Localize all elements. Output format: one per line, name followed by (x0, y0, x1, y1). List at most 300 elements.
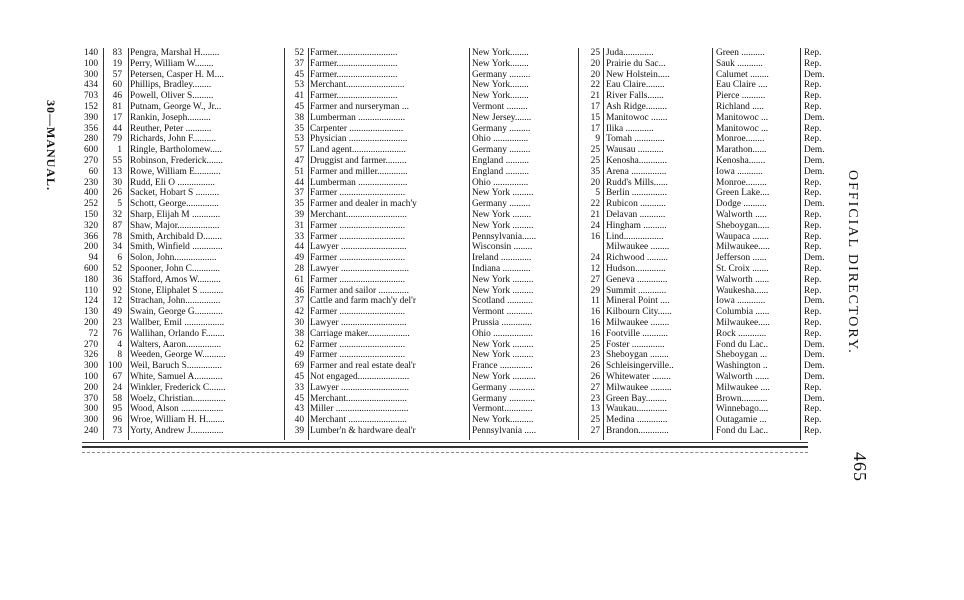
cell-age: 49 (294, 350, 304, 361)
cell-years: 23 (590, 393, 600, 404)
cell-occupation: Lawyer ............................ (310, 318, 407, 328)
cell-years: 27 (590, 426, 600, 436)
cell-years: 20 (590, 177, 600, 188)
cell-id: 36 (112, 274, 122, 285)
cell-county: Richland ..... (716, 102, 764, 112)
cell-age: 46 (294, 285, 304, 296)
cell-post-office: Juda............. (606, 48, 654, 58)
cell-name: Phillips, Bradley........ (130, 80, 212, 91)
cell-years: 26 (590, 372, 600, 382)
cell-politics: Dem. (804, 112, 825, 123)
cell-nativity: Germany ........... (472, 393, 536, 404)
cell-occupation: Farmer ............................ (310, 274, 406, 285)
cell-age: 35 (294, 123, 304, 134)
cell-name: Spooner, John C............ (130, 264, 220, 274)
cell-occupation: Miller ............................... (310, 404, 409, 415)
cell-value: 600 (83, 264, 98, 274)
cell-nativity: New Jersey....... (472, 112, 532, 123)
cell-nativity: Germany ........... (472, 382, 536, 393)
cell-occupation: Lumberman .................... (310, 112, 406, 123)
cell-id: 79 (112, 134, 122, 145)
cell-occupation: Land agent....................... (310, 145, 406, 156)
cell-age: 44 (294, 242, 304, 253)
cell-politics: Dem. (804, 350, 825, 361)
cell-occupation: Farmer ............................ (310, 188, 406, 199)
cell-age: 53 (294, 134, 304, 145)
cell-name: Shaw, Major.................. (130, 220, 220, 231)
cell-occupation: Carpenter ....................... (310, 123, 404, 134)
cell-value: 60 (88, 166, 98, 177)
cell-years: 25 (590, 145, 600, 156)
cell-nativity: New York ......... (472, 339, 534, 350)
cell-id: 87 (112, 220, 122, 231)
cell-post-office: Hudson............. (606, 264, 666, 274)
cell-county: Green .......... (716, 48, 765, 58)
cell-post-office: River Falls....... (606, 91, 664, 102)
cell-politics: Rep. (804, 134, 822, 145)
cell-name: Wallihan, Orlando F........ (130, 328, 225, 339)
cell-id: 78 (112, 231, 122, 242)
cell-politics: Dem. (804, 199, 825, 210)
cell-post-office: Schleisingerville.. (606, 361, 674, 372)
cell-nativity: New York ......... (472, 350, 534, 361)
cell-post-office: Tomah ............. (606, 134, 665, 145)
cell-county: Jefferson ...... (716, 253, 767, 264)
cell-post-office: Eau Claire........ (606, 80, 665, 91)
cell-county: Brown........... (716, 393, 768, 404)
cell-occupation: Farmer ............................ (310, 307, 406, 318)
cell-id: 96 (112, 415, 122, 426)
cell-county: Green Lake.... (716, 188, 770, 199)
cell-id: 92 (112, 285, 122, 296)
column-rule (103, 48, 104, 440)
cell-occupation: Farmer and sailor ............. (310, 285, 409, 296)
column-rule (578, 48, 579, 440)
cell-occupation: Merchant.......................... (310, 393, 407, 404)
cell-post-office: Brandon............. (606, 426, 669, 436)
cell-value: 270 (83, 339, 98, 350)
cell-value: 252 (83, 199, 98, 210)
cell-value: 300 (83, 415, 98, 426)
cell-politics: Dem. (804, 156, 825, 166)
cell-occupation: Farmer and nurseryman ... (310, 102, 409, 112)
cell-post-office: New Holstein..... (606, 69, 670, 80)
cell-years (580, 242, 600, 252)
cell-id: 57 (112, 69, 122, 80)
cell-politics: Rep. (804, 404, 822, 415)
cell-nativity: Germany ......... (472, 199, 531, 210)
cell-name: Robinson, Frederick....... (130, 156, 223, 166)
cell-value: 300 (83, 404, 98, 415)
cell-county: Waupaca ....... (716, 231, 769, 242)
cell-politics: Rep. (804, 318, 822, 328)
cell-name: Stafford, Amos W.......... (130, 274, 221, 285)
cell-politics: Dem. (804, 145, 825, 156)
cell-id: 73 (112, 426, 122, 436)
cell-occupation: Merchant ......................... (310, 415, 407, 426)
cell-politics: Rep. (804, 307, 822, 318)
cell-id: 5 (117, 199, 122, 210)
cell-politics: Rep. (804, 48, 822, 58)
cell-age: 31 (294, 220, 304, 231)
cell-name: White, Samuel A............ (130, 372, 223, 382)
cell-id: 6 (117, 253, 122, 264)
side-note: 30—MANUAL. (44, 100, 58, 191)
cell-years: 24 (590, 220, 600, 231)
cell-value: 600 (83, 145, 98, 156)
column-rule (469, 48, 470, 440)
cell-occupation: Farmer and miller............. (310, 166, 408, 177)
cell-age: 51 (294, 166, 304, 177)
cell-name: Reuther, Peter ........... (130, 123, 212, 134)
cell-age: 28 (294, 264, 304, 274)
cell-nativity: New York........ (472, 58, 529, 69)
cell-county: Marathon...... (716, 145, 767, 156)
cell-id: 4 (117, 339, 122, 350)
cell-id: 19 (112, 58, 122, 69)
cell-occupation: Lumberman ..................... (310, 177, 408, 188)
column-rule (712, 48, 713, 440)
cell-value: 200 (83, 242, 98, 253)
cell-name: Putnam, George W., Jr... (130, 102, 222, 112)
cell-value: 326 (83, 350, 98, 361)
cell-nativity: Scotland ........... (472, 296, 533, 307)
cell-name: Smith, Winfield ............. (130, 242, 223, 253)
cell-id: 44 (112, 123, 122, 134)
cell-value: 72 (88, 328, 98, 339)
cell-age: 42 (294, 307, 304, 318)
cell-age: 37 (294, 296, 304, 307)
cell-value: 400 (83, 188, 98, 199)
cell-county: Milwaukee..... (716, 242, 770, 253)
cell-id: 8 (117, 350, 122, 361)
cell-name: Wood, Alson .................. (130, 404, 224, 415)
cell-years: 24 (590, 253, 600, 264)
cell-age: 57 (294, 145, 304, 156)
cell-value: 320 (83, 220, 98, 231)
cell-county: St. Croix ....... (716, 264, 769, 274)
cell-name: Pengra, Marshal H........ (130, 48, 220, 58)
cell-value: 370 (83, 393, 98, 404)
cell-age: 39 (294, 210, 304, 220)
cell-value: 180 (83, 274, 98, 285)
cell-value: 100 (83, 58, 98, 69)
cell-county: Fond du Lac.. (716, 426, 769, 436)
cell-county: Eau Claire .... (716, 80, 768, 91)
cell-years: 13 (590, 404, 600, 415)
page-number: 465 (850, 452, 870, 482)
cell-occupation: Druggist and farmer......... (310, 156, 407, 166)
cell-nativity: New York........ (472, 80, 529, 91)
cell-nativity: Ohio ............... (472, 134, 529, 145)
cell-post-office: Milwaukee ......... (606, 382, 672, 393)
cell-occupation: Farmer and dealer in mach'y (310, 199, 417, 210)
cell-post-office: Mineral Point .... (606, 296, 670, 307)
cell-age: 30 (294, 318, 304, 328)
cell-post-office: Rubicon ........... (606, 199, 666, 210)
cell-id: 30 (112, 177, 122, 188)
cell-age: 44 (294, 177, 304, 188)
directory-table (80, 48, 825, 437)
cell-politics: Rep. (804, 242, 822, 253)
cell-occupation: Merchant.......................... (310, 210, 407, 220)
cell-post-office: Geneva ............. (606, 274, 668, 285)
cell-name: Richards, John F.......... (130, 134, 216, 145)
cell-value: 150 (83, 210, 98, 220)
cell-nativity: Vermont ......... (472, 102, 528, 112)
cell-county: Calumet ........ (716, 69, 769, 80)
cell-nativity: New York.......... (472, 415, 534, 426)
cell-years: 23 (590, 350, 600, 361)
cell-years: 5 (595, 188, 600, 199)
cell-politics: Rep. (804, 58, 822, 69)
cell-value: 94 (88, 253, 98, 264)
cell-id: 34 (112, 242, 122, 253)
cell-post-office: Rudd's Mills...... (606, 177, 668, 188)
cell-politics: Dem. (804, 393, 825, 404)
cell-id: 52 (112, 264, 122, 274)
cell-years: 15 (590, 112, 600, 123)
cell-politics: Rep. (804, 328, 822, 339)
cell-nativity: France .............. (472, 361, 533, 372)
cell-politics: Rep. (804, 415, 822, 426)
cell-politics: Rep. (804, 285, 822, 296)
cell-occupation: Farmer.......................... (310, 69, 398, 80)
cell-name: Stone, Eliphalet S .......... (130, 285, 224, 296)
cell-value: 124 (83, 296, 98, 307)
cell-value: 703 (83, 91, 98, 102)
cell-years: 21 (590, 210, 600, 220)
cell-occupation: Physician ......................... (310, 134, 408, 145)
cell-value: 300 (83, 361, 98, 372)
cell-id: 49 (112, 307, 122, 318)
cell-name: Rankin, Joseph.......... (130, 112, 211, 123)
cell-name: Woelz, Christian.............. (130, 393, 226, 404)
cell-age: 33 (294, 231, 304, 242)
cell-post-office: Kilbourn City...... (606, 307, 672, 318)
cell-county: Walworth ..... (716, 210, 767, 220)
cell-post-office: Foster .............. (606, 339, 665, 350)
cell-occupation: Not engaged...................... (310, 372, 410, 382)
cell-nativity: Germany ......... (472, 145, 531, 156)
cell-politics: Dem. (804, 361, 825, 372)
cell-id: 32 (112, 210, 122, 220)
cell-politics: Dem. (804, 166, 825, 177)
cell-county: Outagamie ... (716, 415, 767, 426)
cell-post-office: Milwaukee ........ (606, 318, 670, 328)
cell-name: Wroe, William H. H........ (130, 415, 225, 426)
cell-years: 16 (590, 231, 600, 242)
cell-age: 37 (294, 58, 304, 69)
cell-county: Winnebago.... (716, 404, 769, 415)
cell-value: 100 (83, 372, 98, 382)
cell-politics: Rep. (804, 91, 822, 102)
cell-politics: Dem. (804, 69, 825, 80)
cell-years: 29 (590, 285, 600, 296)
cell-post-office: Green Bay......... (606, 393, 667, 404)
cell-value: 366 (83, 231, 98, 242)
cell-politics: Dem. (804, 253, 825, 264)
cell-years: 20 (590, 58, 600, 69)
cell-years: 35 (590, 166, 600, 177)
cell-post-office: Wausau ........... (606, 145, 664, 156)
cell-politics: Rep. (804, 231, 822, 242)
cell-nativity: Germany ......... (472, 123, 531, 134)
cell-years: 22 (590, 80, 600, 91)
cell-age: 38 (294, 328, 304, 339)
cell-name: Solon, John.................. (130, 253, 217, 264)
column-rule (308, 48, 309, 440)
cell-occupation: Farmer ............................ (310, 339, 406, 350)
cell-value: 200 (83, 318, 98, 328)
cell-nativity: Wisconsin ........ (472, 242, 533, 253)
cell-nativity: New York........ (472, 48, 529, 58)
cell-post-office: Richwood ......... (606, 253, 668, 264)
cell-county: Walworth ...... (716, 372, 770, 382)
cell-name: Schott, George.............. (130, 199, 219, 210)
cell-age: 43 (294, 404, 304, 415)
cell-years: 16 (590, 318, 600, 328)
bottom-rule (82, 442, 808, 443)
cell-post-office: Ash Ridge......... (606, 102, 667, 112)
cell-nativity: New York ......... (472, 188, 534, 199)
cell-id: 26 (112, 188, 122, 199)
column-rule (603, 48, 604, 440)
cell-id: 13 (112, 166, 122, 177)
cell-occupation: Lumber'n & hardware deal'r (310, 426, 416, 436)
cell-post-office: Summit ............ (606, 285, 667, 296)
cell-politics: Rep. (804, 210, 822, 220)
cell-occupation: Farmer ............................ (310, 350, 406, 361)
cell-nativity: New York ......... (472, 220, 534, 231)
cell-occupation: Lawyer ............................. (310, 264, 409, 274)
cell-id: 55 (112, 156, 122, 166)
cell-politics: Rep. (804, 274, 822, 285)
cell-nativity: New York........ (472, 91, 529, 102)
cell-county: Fond du Lac.. (716, 339, 769, 350)
cell-politics: Dem. (804, 339, 825, 350)
cell-post-office: Kenosha............ (606, 156, 667, 166)
cell-county: Dodge .......... (716, 199, 767, 210)
cell-name: Winkler, Frederick C....... (130, 382, 226, 393)
cell-county: Iowa ............ (716, 296, 766, 307)
cell-years: 17 (590, 123, 600, 134)
cell-county: Sauk ........... (716, 58, 763, 69)
cell-age: 39 (294, 426, 304, 436)
cell-name: Perry, William W........ (130, 58, 214, 69)
cell-years: 25 (590, 415, 600, 426)
cell-county: Rock ............ (716, 328, 767, 339)
cell-occupation: Farmer and real estate deal'r (310, 361, 416, 372)
cell-nativity: New York .......... (472, 372, 536, 382)
cell-value: 152 (83, 102, 98, 112)
cell-id: 12 (112, 296, 122, 307)
cell-years: 21 (590, 91, 600, 102)
cell-occupation: Farmer ............................ (310, 220, 406, 231)
cell-name: Powell, Oliver S......... (130, 91, 214, 102)
cell-years: 16 (590, 328, 600, 339)
cell-county: Sheboygan ... (716, 350, 768, 361)
cell-politics: Rep. (804, 188, 822, 199)
cell-age: 52 (294, 48, 304, 58)
cell-county: Kenosha....... (716, 156, 766, 166)
cell-age: 35 (294, 199, 304, 210)
cell-name: Smith, Archibald D........ (130, 231, 222, 242)
column-rule (128, 48, 129, 440)
cell-id: 17 (112, 112, 122, 123)
cell-name: Rudd, Eli O ................ (130, 177, 215, 188)
cell-value: 356 (83, 123, 98, 134)
cell-nativity: Ohio ................. (472, 328, 533, 339)
cell-politics: Dem. (804, 296, 825, 307)
cell-county: Waukesha...... (716, 285, 769, 296)
cell-county: Iowa ........... (716, 166, 763, 177)
cell-county: Columbia ...... (716, 307, 770, 318)
cell-id: 100 (107, 361, 122, 372)
cell-value: 390 (83, 112, 98, 123)
cell-post-office: Hingham .......... (606, 220, 667, 231)
cell-id: 81 (112, 102, 122, 112)
cell-years: 25 (590, 48, 600, 58)
cell-politics: Rep. (804, 80, 822, 91)
cell-id: 24 (112, 382, 122, 393)
cell-value: 270 (83, 156, 98, 166)
cell-age: 45 (294, 372, 304, 382)
cell-id: 23 (112, 318, 122, 328)
cell-id: 60 (112, 80, 122, 91)
cell-name: Weil, Baruch S............... (130, 361, 222, 372)
cell-name: Walters, Aaron............... (130, 339, 222, 350)
cell-politics: Rep. (804, 177, 822, 188)
cell-occupation: Merchant......................... (310, 80, 405, 91)
cell-post-office: Milwaukee ........ (606, 242, 670, 253)
cell-county: Manitowoc ... (716, 123, 769, 134)
cell-nativity: Vermont............ (472, 404, 533, 415)
cell-occupation: Farmer ............................ (310, 253, 406, 264)
cell-age: 33 (294, 382, 304, 393)
cell-years: 9 (595, 134, 600, 145)
cell-name: Yorty, Andrew J.............. (130, 426, 224, 436)
cell-id: 67 (112, 372, 122, 382)
cell-value: 300 (83, 69, 98, 80)
cell-age: 47 (294, 156, 304, 166)
cell-county: Monroe......... (716, 177, 767, 188)
cell-occupation: Farmer.......................... (310, 48, 398, 58)
cell-age: 49 (294, 253, 304, 264)
cell-nativity: New York ......... (472, 285, 534, 296)
cell-id: 95 (112, 404, 122, 415)
cell-politics: Rep. (804, 426, 822, 436)
cell-nativity: Prussia ............. (472, 318, 532, 328)
cell-occupation: Farmer.......................... (310, 58, 398, 69)
cell-id: 76 (112, 328, 122, 339)
cell-nativity: Pennsylvania ..... (472, 426, 537, 436)
cell-age: 61 (294, 274, 304, 285)
cell-politics: Rep. (804, 220, 822, 231)
cell-value: 230 (83, 177, 98, 188)
cell-age: 53 (294, 80, 304, 91)
cell-occupation: Farmer.......................... (310, 91, 398, 102)
cell-county: Manitowoc ... (716, 112, 769, 123)
cell-county: Sheboygan..... (716, 220, 770, 231)
cell-occupation: Lawyer ............................ (310, 242, 407, 253)
cell-county: Washington .. (716, 361, 768, 372)
bottom-rule-double (82, 446, 808, 448)
cell-occupation: Cattle and farm mach'y del'r (310, 296, 416, 307)
cell-age: 45 (294, 393, 304, 404)
cell-value: 140 (83, 48, 98, 58)
cell-value: 110 (84, 285, 98, 296)
